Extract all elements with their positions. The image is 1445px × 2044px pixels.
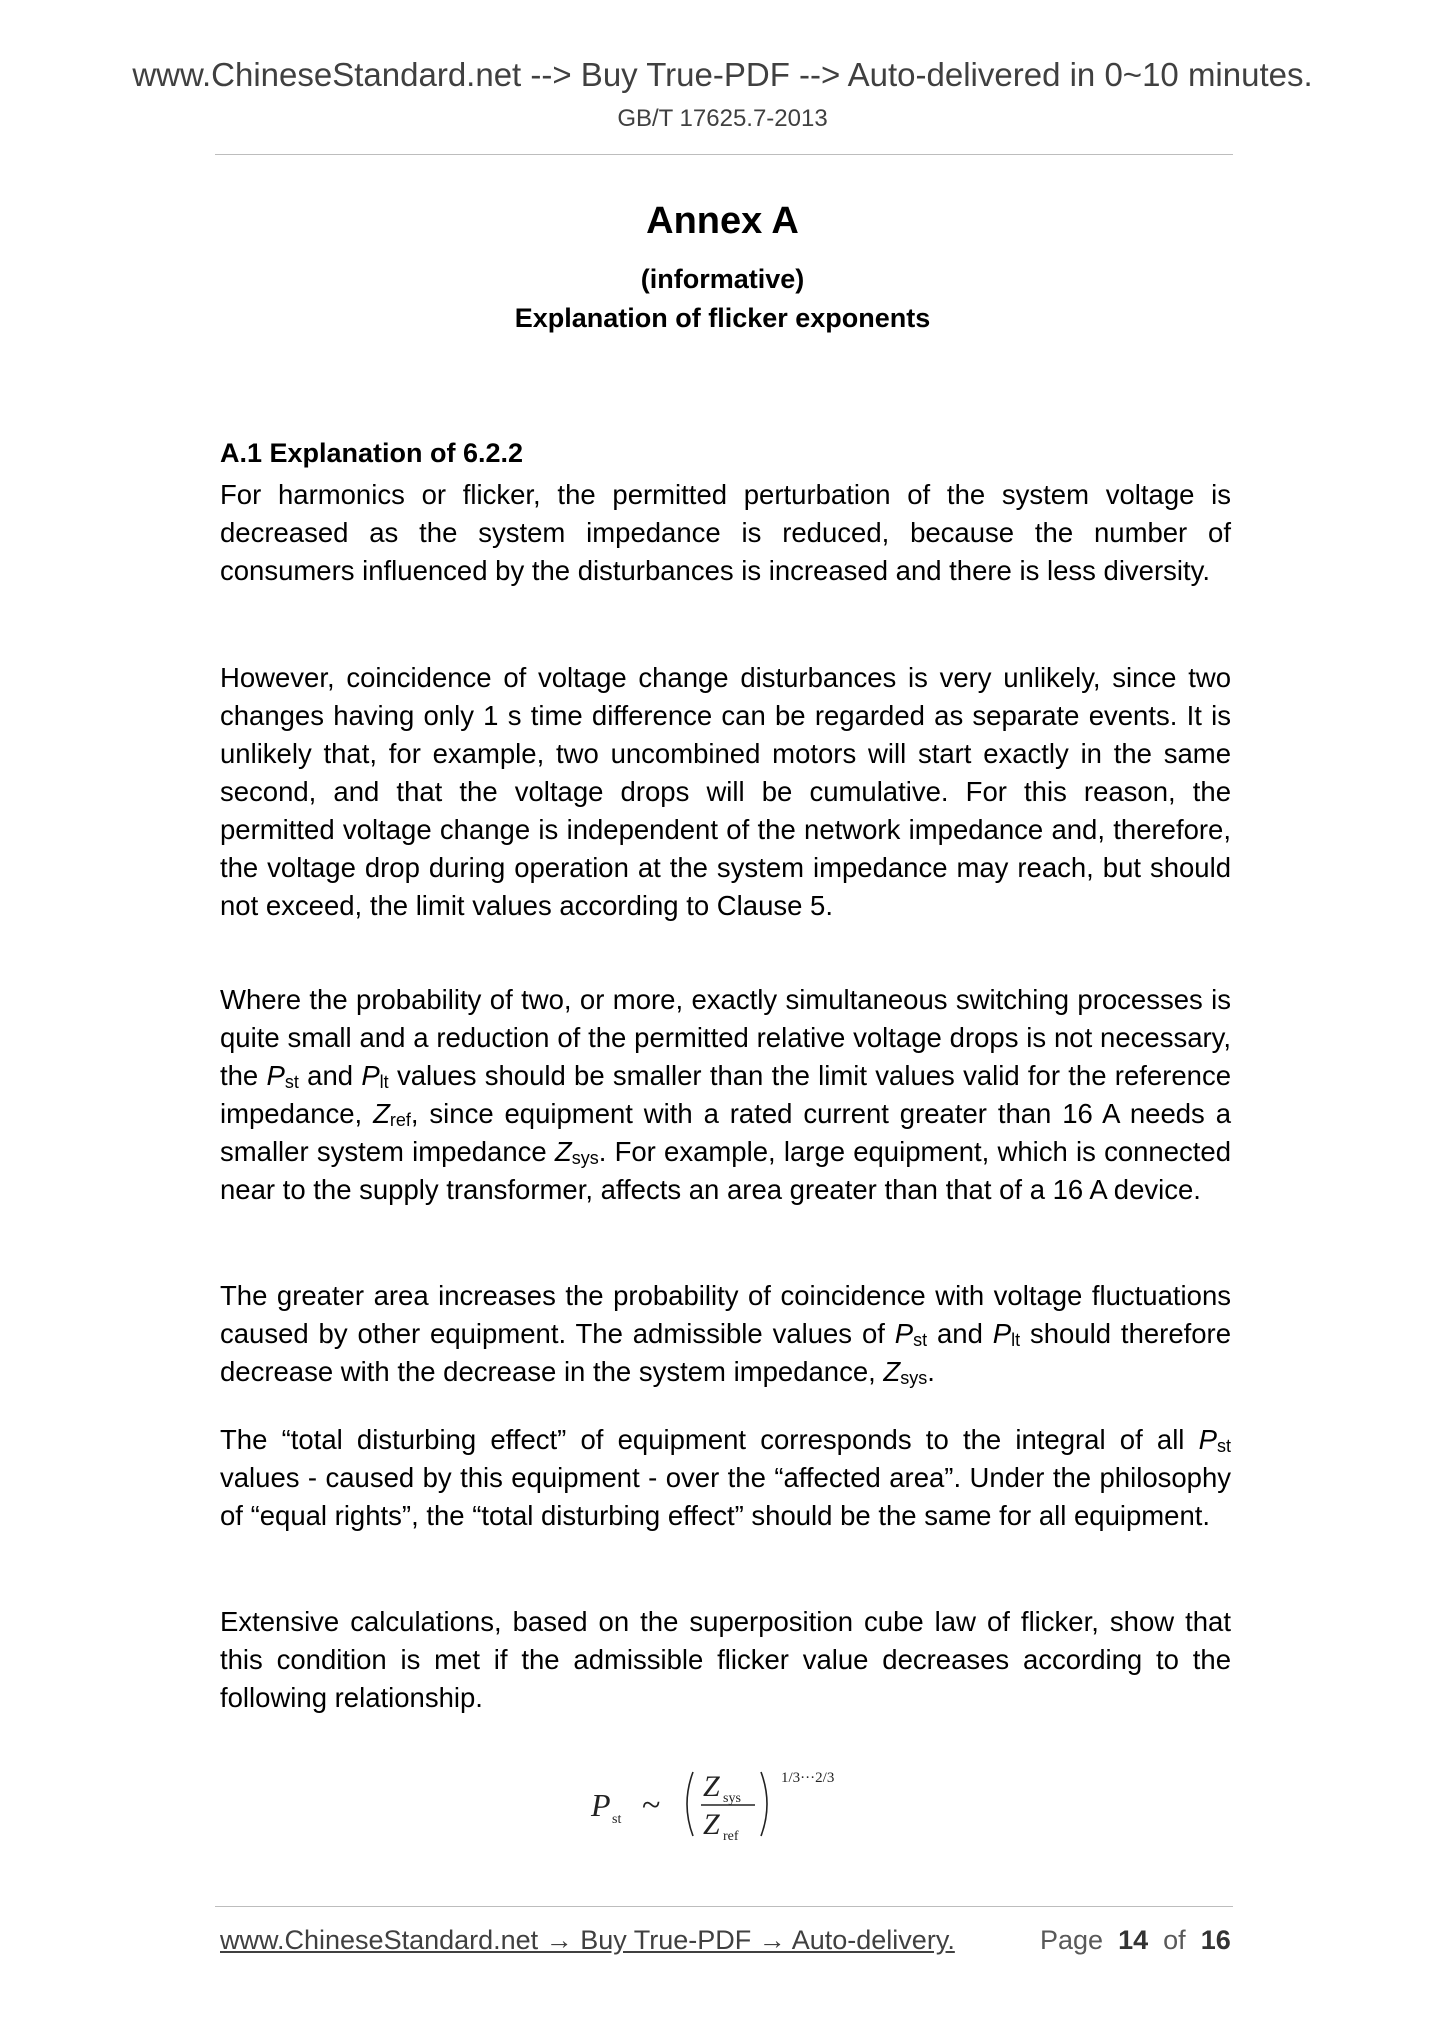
footer-buy-link[interactable]: www.ChineseStandard.net → Buy True-PDF → Auto-delivery.	[220, 1925, 955, 1955]
page-indicator: Page 14 of 16	[1040, 1925, 1231, 1955]
header-divider	[215, 154, 1233, 155]
paragraph-3: Where the probability of two, or more, exactly simultaneous switching processes is quite small and a reduction of the permitted relative voltage drops is not necessary, the $P_{st}$ and $P_{lt}$ values should be smaller than the limit values valid for the reference impedance, $Z_{ref}$, since equipment with a rated current greater than 16 A needs a smaller system impedance $Z_{sys}$. For example, large equipment, which is connected near to the supply transformer, affects an area greater than that of a 16 A device.	[220, 984, 1231, 1205]
flicker-formula	[585, 1762, 885, 1842]
formula-denominator: Z	[703, 1808, 720, 1841]
formula-relation: ~	[642, 1787, 661, 1824]
header-promo-line: www.ChineseStandard.net --> Buy True-PDF --> Auto-delivered in 0~10 minutes.	[132, 56, 1313, 93]
annex-title: Annex A	[646, 200, 799, 242]
paragraph-6: Extensive calculations, based on the superposition cube law of flicker, show that this condition is met if the admissible flicker value decreases according to the following relationship.	[220, 1606, 1231, 1713]
annex-subtitle: (informative)	[640, 264, 805, 294]
formula-numerator-sub: sys	[723, 1791, 741, 1806]
formula-denominator-sub: ref	[723, 1829, 739, 1842]
standard-number: GB/T 17625.7-2013	[617, 105, 828, 132]
formula-exponent: 1/3···2/3	[781, 1770, 835, 1786]
formula-left-paren	[687, 1772, 693, 1836]
section-heading: A.1 Explanation of 6.2.2	[220, 438, 524, 468]
formula-lhs-sub: st	[612, 1812, 622, 1827]
formula-numerator: Z	[703, 1770, 720, 1803]
formula-right-paren	[761, 1772, 767, 1836]
paragraph-5: The “total disturbing effect” of equipment corresponds to the integral of all $P_{st}$ values - caused by this equipment - over the “affected area”. Under the philosophy of “equal rights”, the “total disturbing effect” should be the same for all equipment.	[220, 1424, 1231, 1531]
formula-lhs: P	[591, 1787, 611, 1823]
annex-caption: Explanation of flicker exponents	[514, 303, 931, 333]
footer-divider	[215, 1906, 1233, 1907]
paragraph-1: For harmonics or flicker, the permitted perturbation of the system voltage is decreased as the system impedance is reduced, because the number of consumers influenced by the disturbances is increased and there is less diversity.	[220, 479, 1231, 586]
paragraph-4: The greater area increases the probability of coincidence with voltage fluctuations caused by other equipment. The admissible values of $P_{st}$ and $P_{lt}$ should therefore decrease with the decrease in the system impedance, $Z_{sys}$.	[220, 1280, 1231, 1388]
paragraph-2: However, coincidence of voltage change disturbances is very unlikely, since two changes having only 1 s time difference can be regarded as separate events. It is unlikely that, for example, two uncombined motors will start exactly in the same second, and that the voltage drops will be cumulative. For this reason, the permitted voltage change is independent of the network impedance and, therefore, the voltage drop during operation at the system impedance may reach, but should not exceed, the limit values according to Clause 5.	[220, 662, 1231, 921]
